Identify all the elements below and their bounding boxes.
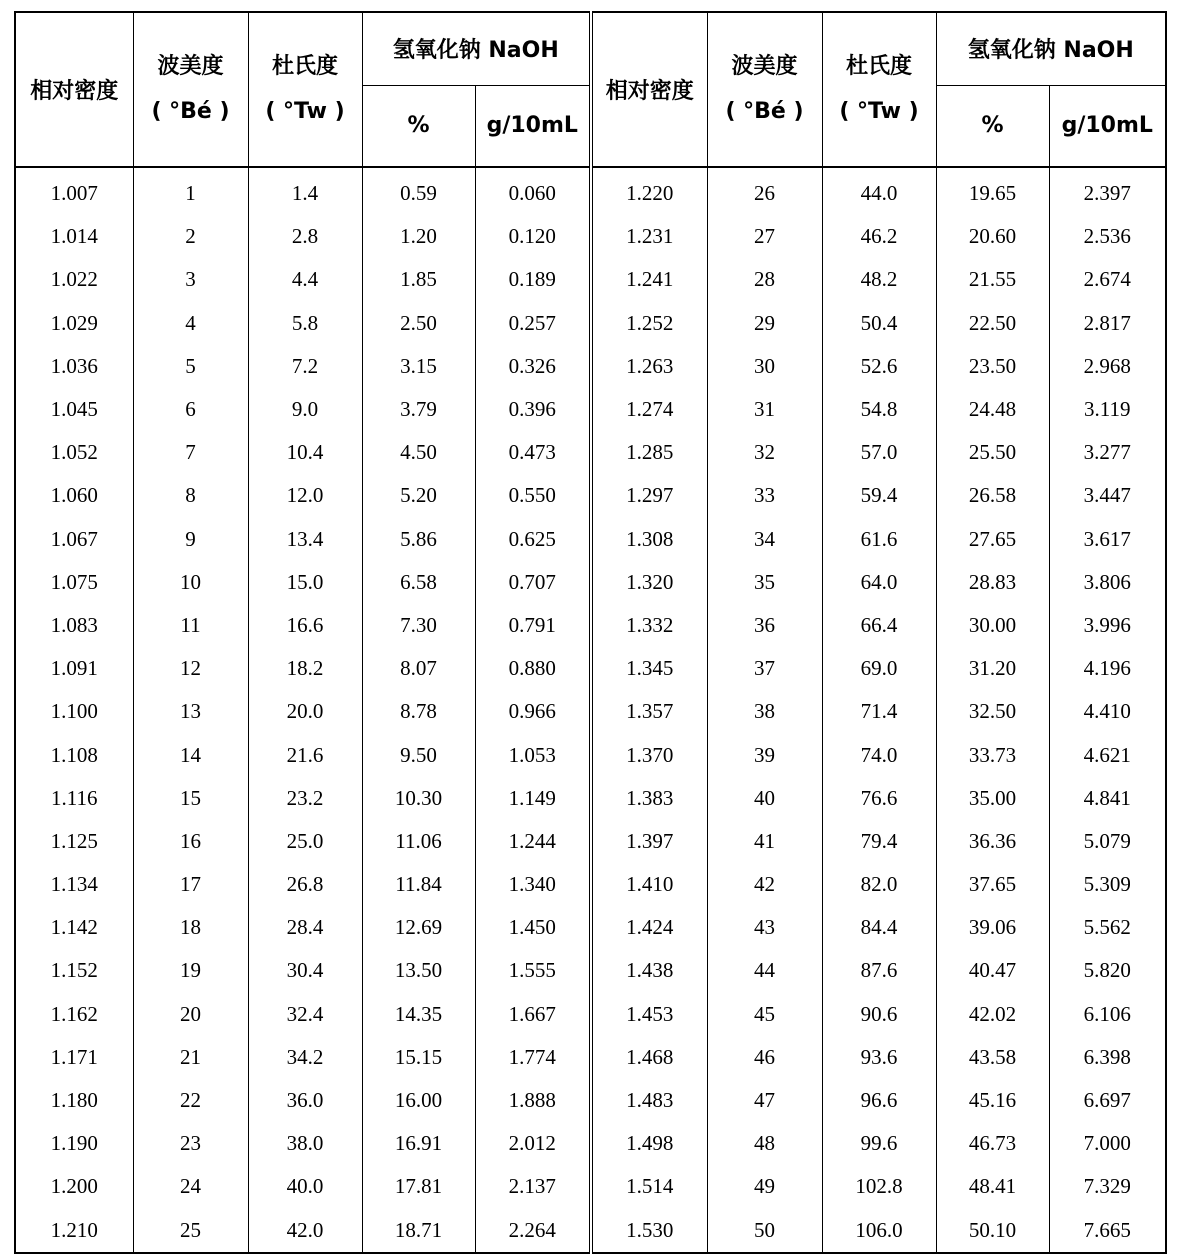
cell-relative-density: 1.483 xyxy=(591,1079,707,1122)
cell-relative-density: 1.241 xyxy=(591,258,707,301)
cell-naoh-gml: 2.817 xyxy=(1049,302,1166,345)
cell-naoh-gml: 7.000 xyxy=(1049,1122,1166,1165)
cell-twaddell: 46.2 xyxy=(822,215,936,258)
table-row xyxy=(15,1209,1166,1253)
cell-relative-density: 1.468 xyxy=(591,1036,707,1079)
cell-naoh-percent: 1.85 xyxy=(362,258,475,301)
header-twaddell-unit: ( °Tw ) xyxy=(248,85,362,167)
cell-relative-density: 1.252 xyxy=(591,302,707,345)
cell-naoh-percent: 46.73 xyxy=(936,1122,1049,1165)
cell-baume: 35 xyxy=(707,561,822,604)
table-body xyxy=(15,167,1166,1253)
table-row xyxy=(15,1036,1166,1079)
table-header xyxy=(15,12,1166,167)
table-row xyxy=(15,474,1166,517)
table-row xyxy=(15,863,1166,906)
cell-twaddell: 71.4 xyxy=(822,690,936,733)
cell-naoh-percent: 16.91 xyxy=(362,1122,475,1165)
header-naoh-2: 氢氧化钠 NaOH xyxy=(936,12,1166,85)
cell-naoh-percent: 23.50 xyxy=(936,345,1049,388)
cell-relative-density: 1.397 xyxy=(591,820,707,863)
cell-naoh-percent: 25.50 xyxy=(936,431,1049,474)
cell-naoh-gml: 5.562 xyxy=(1049,906,1166,949)
cell-naoh-percent: 26.58 xyxy=(936,474,1049,517)
cell-naoh-percent: 0.59 xyxy=(362,167,475,215)
cell-twaddell: 57.0 xyxy=(822,431,936,474)
cell-twaddell: 50.4 xyxy=(822,302,936,345)
cell-naoh-percent: 45.16 xyxy=(936,1079,1049,1122)
naoh-density-table-container xyxy=(14,11,1165,1254)
cell-twaddell: 69.0 xyxy=(822,647,936,690)
cell-naoh-percent: 4.50 xyxy=(362,431,475,474)
cell-baume: 5 xyxy=(133,345,248,388)
cell-baume: 45 xyxy=(707,993,822,1036)
cell-twaddell: 20.0 xyxy=(248,690,362,733)
cell-twaddell: 42.0 xyxy=(248,1209,362,1253)
cell-twaddell: 61.6 xyxy=(822,518,936,561)
cell-relative-density: 1.052 xyxy=(15,431,133,474)
cell-naoh-percent: 22.50 xyxy=(936,302,1049,345)
cell-baume: 12 xyxy=(133,647,248,690)
cell-relative-density: 1.142 xyxy=(15,906,133,949)
cell-naoh-percent: 40.47 xyxy=(936,949,1049,992)
header-twaddell-unit-2: ( °Tw ) xyxy=(822,85,936,167)
cell-naoh-percent: 5.86 xyxy=(362,518,475,561)
cell-baume: 41 xyxy=(707,820,822,863)
cell-relative-density: 1.180 xyxy=(15,1079,133,1122)
cell-relative-density: 1.100 xyxy=(15,690,133,733)
cell-baume: 22 xyxy=(133,1079,248,1122)
table-row xyxy=(15,1079,1166,1122)
cell-baume: 47 xyxy=(707,1079,822,1122)
cell-twaddell: 2.8 xyxy=(248,215,362,258)
cell-twaddell: 36.0 xyxy=(248,1079,362,1122)
cell-relative-density: 1.530 xyxy=(591,1209,707,1253)
cell-twaddell: 26.8 xyxy=(248,863,362,906)
header-baume-2: 波美度 xyxy=(707,12,822,85)
table-row xyxy=(15,820,1166,863)
cell-naoh-gml: 0.966 xyxy=(475,690,591,733)
cell-naoh-gml: 0.473 xyxy=(475,431,591,474)
cell-baume: 49 xyxy=(707,1165,822,1208)
cell-twaddell: 79.4 xyxy=(822,820,936,863)
table-row xyxy=(15,604,1166,647)
table-row xyxy=(15,431,1166,474)
cell-baume: 42 xyxy=(707,863,822,906)
cell-relative-density: 1.263 xyxy=(591,345,707,388)
cell-baume: 44 xyxy=(707,949,822,992)
cell-naoh-gml: 1.774 xyxy=(475,1036,591,1079)
table-row xyxy=(15,1122,1166,1165)
cell-twaddell: 48.2 xyxy=(822,258,936,301)
cell-baume: 16 xyxy=(133,820,248,863)
cell-naoh-percent: 31.20 xyxy=(936,647,1049,690)
cell-relative-density: 1.370 xyxy=(591,733,707,776)
cell-baume: 31 xyxy=(707,388,822,431)
cell-baume: 8 xyxy=(133,474,248,517)
cell-twaddell: 32.4 xyxy=(248,993,362,1036)
cell-relative-density: 1.060 xyxy=(15,474,133,517)
cell-twaddell: 12.0 xyxy=(248,474,362,517)
cell-naoh-gml: 0.880 xyxy=(475,647,591,690)
cell-naoh-gml: 6.106 xyxy=(1049,993,1166,1036)
header-twaddell: 杜氏度 xyxy=(248,12,362,85)
cell-baume: 26 xyxy=(707,167,822,215)
cell-naoh-percent: 10.30 xyxy=(362,777,475,820)
cell-naoh-percent: 15.15 xyxy=(362,1036,475,1079)
cell-relative-density: 1.045 xyxy=(15,388,133,431)
cell-naoh-gml: 0.060 xyxy=(475,167,591,215)
cell-twaddell: 4.4 xyxy=(248,258,362,301)
header-gml-2: g/10mL xyxy=(1049,85,1166,167)
cell-relative-density: 1.498 xyxy=(591,1122,707,1165)
cell-relative-density: 1.231 xyxy=(591,215,707,258)
cell-naoh-percent: 37.65 xyxy=(936,863,1049,906)
cell-baume: 19 xyxy=(133,949,248,992)
cell-naoh-gml: 5.079 xyxy=(1049,820,1166,863)
cell-twaddell: 13.4 xyxy=(248,518,362,561)
cell-twaddell: 34.2 xyxy=(248,1036,362,1079)
cell-baume: 48 xyxy=(707,1122,822,1165)
cell-relative-density: 1.320 xyxy=(591,561,707,604)
cell-naoh-percent: 7.30 xyxy=(362,604,475,647)
header-baume-unit-2: ( °Bé ) xyxy=(707,85,822,167)
cell-naoh-percent: 18.71 xyxy=(362,1209,475,1253)
cell-twaddell: 87.6 xyxy=(822,949,936,992)
cell-twaddell: 74.0 xyxy=(822,733,936,776)
cell-naoh-percent: 48.41 xyxy=(936,1165,1049,1208)
table-row xyxy=(15,561,1166,604)
cell-baume: 6 xyxy=(133,388,248,431)
cell-naoh-percent: 3.79 xyxy=(362,388,475,431)
cell-naoh-percent: 17.81 xyxy=(362,1165,475,1208)
cell-relative-density: 1.091 xyxy=(15,647,133,690)
cell-naoh-gml: 4.841 xyxy=(1049,777,1166,820)
cell-twaddell: 15.0 xyxy=(248,561,362,604)
cell-relative-density: 1.190 xyxy=(15,1122,133,1165)
cell-baume: 43 xyxy=(707,906,822,949)
cell-naoh-gml: 1.340 xyxy=(475,863,591,906)
cell-relative-density: 1.075 xyxy=(15,561,133,604)
cell-naoh-gml: 1.244 xyxy=(475,820,591,863)
cell-twaddell: 28.4 xyxy=(248,906,362,949)
cell-relative-density: 1.220 xyxy=(591,167,707,215)
cell-naoh-percent: 8.07 xyxy=(362,647,475,690)
cell-relative-density: 1.083 xyxy=(15,604,133,647)
table-row xyxy=(15,302,1166,345)
cell-twaddell: 1.4 xyxy=(248,167,362,215)
cell-twaddell: 66.4 xyxy=(822,604,936,647)
cell-naoh-gml: 1.888 xyxy=(475,1079,591,1122)
cell-relative-density: 1.162 xyxy=(15,993,133,1036)
cell-naoh-gml: 0.257 xyxy=(475,302,591,345)
cell-relative-density: 1.285 xyxy=(591,431,707,474)
cell-relative-density: 1.125 xyxy=(15,820,133,863)
cell-naoh-percent: 11.84 xyxy=(362,863,475,906)
cell-twaddell: 84.4 xyxy=(822,906,936,949)
cell-naoh-percent: 13.50 xyxy=(362,949,475,992)
cell-baume: 37 xyxy=(707,647,822,690)
cell-baume: 3 xyxy=(133,258,248,301)
cell-baume: 23 xyxy=(133,1122,248,1165)
cell-naoh-percent: 24.48 xyxy=(936,388,1049,431)
cell-relative-density: 1.308 xyxy=(591,518,707,561)
cell-twaddell: 44.0 xyxy=(822,167,936,215)
cell-baume: 33 xyxy=(707,474,822,517)
cell-naoh-gml: 3.119 xyxy=(1049,388,1166,431)
cell-naoh-gml: 2.012 xyxy=(475,1122,591,1165)
cell-baume: 39 xyxy=(707,733,822,776)
cell-baume: 29 xyxy=(707,302,822,345)
cell-relative-density: 1.171 xyxy=(15,1036,133,1079)
cell-twaddell: 9.0 xyxy=(248,388,362,431)
cell-twaddell: 18.2 xyxy=(248,647,362,690)
cell-relative-density: 1.297 xyxy=(591,474,707,517)
cell-relative-density: 1.410 xyxy=(591,863,707,906)
cell-naoh-percent: 21.55 xyxy=(936,258,1049,301)
table-row xyxy=(15,1165,1166,1208)
header-percent: % xyxy=(362,85,475,167)
cell-baume: 40 xyxy=(707,777,822,820)
cell-naoh-gml: 0.120 xyxy=(475,215,591,258)
table-row xyxy=(15,258,1166,301)
cell-baume: 15 xyxy=(133,777,248,820)
cell-relative-density: 1.357 xyxy=(591,690,707,733)
table-row xyxy=(15,777,1166,820)
cell-baume: 18 xyxy=(133,906,248,949)
header-naoh: 氢氧化钠 NaOH xyxy=(362,12,591,85)
cell-twaddell: 76.6 xyxy=(822,777,936,820)
cell-baume: 46 xyxy=(707,1036,822,1079)
cell-naoh-percent: 43.58 xyxy=(936,1036,1049,1079)
cell-naoh-percent: 50.10 xyxy=(936,1209,1049,1253)
cell-naoh-gml: 0.189 xyxy=(475,258,591,301)
cell-relative-density: 1.014 xyxy=(15,215,133,258)
cell-naoh-percent: 5.20 xyxy=(362,474,475,517)
cell-relative-density: 1.022 xyxy=(15,258,133,301)
cell-relative-density: 1.514 xyxy=(591,1165,707,1208)
cell-naoh-percent: 39.06 xyxy=(936,906,1049,949)
cell-naoh-gml: 2.968 xyxy=(1049,345,1166,388)
cell-naoh-percent: 11.06 xyxy=(362,820,475,863)
cell-naoh-gml: 3.806 xyxy=(1049,561,1166,604)
cell-naoh-gml: 2.674 xyxy=(1049,258,1166,301)
header-gml: g/10mL xyxy=(475,85,591,167)
table-row xyxy=(15,518,1166,561)
table-row xyxy=(15,949,1166,992)
table-row xyxy=(15,993,1166,1036)
cell-naoh-gml: 4.196 xyxy=(1049,647,1166,690)
cell-baume: 50 xyxy=(707,1209,822,1253)
cell-baume: 24 xyxy=(133,1165,248,1208)
cell-naoh-gml: 0.791 xyxy=(475,604,591,647)
table-row xyxy=(15,690,1166,733)
cell-naoh-gml: 3.617 xyxy=(1049,518,1166,561)
cell-relative-density: 1.108 xyxy=(15,733,133,776)
cell-naoh-gml: 4.621 xyxy=(1049,733,1166,776)
cell-naoh-gml: 2.536 xyxy=(1049,215,1166,258)
cell-relative-density: 1.453 xyxy=(591,993,707,1036)
cell-twaddell: 59.4 xyxy=(822,474,936,517)
cell-naoh-percent: 14.35 xyxy=(362,993,475,1036)
cell-naoh-gml: 3.447 xyxy=(1049,474,1166,517)
cell-naoh-gml: 4.410 xyxy=(1049,690,1166,733)
cell-baume: 10 xyxy=(133,561,248,604)
cell-twaddell: 90.6 xyxy=(822,993,936,1036)
cell-naoh-gml: 1.450 xyxy=(475,906,591,949)
table-row xyxy=(15,647,1166,690)
cell-naoh-gml: 1.667 xyxy=(475,993,591,1036)
table-row xyxy=(15,388,1166,431)
cell-naoh-gml: 3.996 xyxy=(1049,604,1166,647)
cell-relative-density: 1.424 xyxy=(591,906,707,949)
cell-naoh-percent: 2.50 xyxy=(362,302,475,345)
cell-naoh-gml: 2.397 xyxy=(1049,167,1166,215)
header-percent-2: % xyxy=(936,85,1049,167)
cell-twaddell: 7.2 xyxy=(248,345,362,388)
table-row xyxy=(15,167,1166,215)
cell-naoh-percent: 33.73 xyxy=(936,733,1049,776)
cell-twaddell: 16.6 xyxy=(248,604,362,647)
cell-baume: 14 xyxy=(133,733,248,776)
table-row xyxy=(15,215,1166,258)
cell-relative-density: 1.383 xyxy=(591,777,707,820)
cell-naoh-percent: 32.50 xyxy=(936,690,1049,733)
cell-baume: 30 xyxy=(707,345,822,388)
cell-naoh-percent: 35.00 xyxy=(936,777,1049,820)
cell-naoh-gml: 6.697 xyxy=(1049,1079,1166,1122)
cell-naoh-percent: 16.00 xyxy=(362,1079,475,1122)
cell-naoh-gml: 1.555 xyxy=(475,949,591,992)
cell-naoh-percent: 27.65 xyxy=(936,518,1049,561)
cell-baume: 32 xyxy=(707,431,822,474)
cell-twaddell: 64.0 xyxy=(822,561,936,604)
cell-naoh-percent: 19.65 xyxy=(936,167,1049,215)
cell-twaddell: 82.0 xyxy=(822,863,936,906)
cell-naoh-percent: 3.15 xyxy=(362,345,475,388)
cell-naoh-percent: 36.36 xyxy=(936,820,1049,863)
cell-baume: 21 xyxy=(133,1036,248,1079)
cell-naoh-percent: 12.69 xyxy=(362,906,475,949)
cell-twaddell: 10.4 xyxy=(248,431,362,474)
cell-naoh-gml: 1.149 xyxy=(475,777,591,820)
cell-twaddell: 38.0 xyxy=(248,1122,362,1165)
cell-naoh-gml: 1.053 xyxy=(475,733,591,776)
cell-relative-density: 1.036 xyxy=(15,345,133,388)
cell-relative-density: 1.116 xyxy=(15,777,133,820)
cell-twaddell: 52.6 xyxy=(822,345,936,388)
cell-baume: 13 xyxy=(133,690,248,733)
cell-twaddell: 99.6 xyxy=(822,1122,936,1165)
cell-baume: 38 xyxy=(707,690,822,733)
cell-baume: 28 xyxy=(707,258,822,301)
cell-baume: 4 xyxy=(133,302,248,345)
cell-twaddell: 102.8 xyxy=(822,1165,936,1208)
cell-relative-density: 1.134 xyxy=(15,863,133,906)
cell-baume: 36 xyxy=(707,604,822,647)
cell-baume: 27 xyxy=(707,215,822,258)
cell-relative-density: 1.200 xyxy=(15,1165,133,1208)
cell-naoh-gml: 0.326 xyxy=(475,345,591,388)
cell-baume: 7 xyxy=(133,431,248,474)
cell-relative-density: 1.007 xyxy=(15,167,133,215)
cell-baume: 1 xyxy=(133,167,248,215)
cell-twaddell: 40.0 xyxy=(248,1165,362,1208)
header-twaddell-2: 杜氏度 xyxy=(822,12,936,85)
cell-relative-density: 1.029 xyxy=(15,302,133,345)
cell-naoh-gml: 5.820 xyxy=(1049,949,1166,992)
table-row xyxy=(15,733,1166,776)
cell-naoh-gml: 2.264 xyxy=(475,1209,591,1253)
cell-naoh-gml: 3.277 xyxy=(1049,431,1166,474)
cell-twaddell: 21.6 xyxy=(248,733,362,776)
cell-naoh-percent: 28.83 xyxy=(936,561,1049,604)
cell-twaddell: 106.0 xyxy=(822,1209,936,1253)
cell-naoh-percent: 30.00 xyxy=(936,604,1049,647)
cell-relative-density: 1.332 xyxy=(591,604,707,647)
cell-baume: 17 xyxy=(133,863,248,906)
header-baume: 波美度 xyxy=(133,12,248,85)
cell-twaddell: 25.0 xyxy=(248,820,362,863)
cell-baume: 20 xyxy=(133,993,248,1036)
cell-relative-density: 1.438 xyxy=(591,949,707,992)
naoh-density-table xyxy=(14,11,1167,1254)
header-relative-density: 相对密度 xyxy=(15,12,133,167)
cell-naoh-percent: 9.50 xyxy=(362,733,475,776)
header-relative-density-2: 相对密度 xyxy=(591,12,707,167)
cell-relative-density: 1.152 xyxy=(15,949,133,992)
cell-baume: 11 xyxy=(133,604,248,647)
cell-naoh-gml: 6.398 xyxy=(1049,1036,1166,1079)
cell-twaddell: 30.4 xyxy=(248,949,362,992)
cell-twaddell: 54.8 xyxy=(822,388,936,431)
cell-relative-density: 1.067 xyxy=(15,518,133,561)
table-row xyxy=(15,345,1166,388)
cell-relative-density: 1.274 xyxy=(591,388,707,431)
cell-naoh-gml: 0.396 xyxy=(475,388,591,431)
cell-baume: 9 xyxy=(133,518,248,561)
cell-naoh-gml: 2.137 xyxy=(475,1165,591,1208)
cell-naoh-percent: 42.02 xyxy=(936,993,1049,1036)
cell-twaddell: 93.6 xyxy=(822,1036,936,1079)
cell-naoh-gml: 7.665 xyxy=(1049,1209,1166,1253)
cell-twaddell: 5.8 xyxy=(248,302,362,345)
cell-relative-density: 1.345 xyxy=(591,647,707,690)
cell-naoh-gml: 7.329 xyxy=(1049,1165,1166,1208)
cell-naoh-percent: 20.60 xyxy=(936,215,1049,258)
cell-twaddell: 96.6 xyxy=(822,1079,936,1122)
cell-naoh-percent: 1.20 xyxy=(362,215,475,258)
cell-naoh-gml: 0.707 xyxy=(475,561,591,604)
table-row xyxy=(15,906,1166,949)
cell-naoh-gml: 5.309 xyxy=(1049,863,1166,906)
cell-twaddell: 23.2 xyxy=(248,777,362,820)
cell-naoh-gml: 0.625 xyxy=(475,518,591,561)
cell-baume: 2 xyxy=(133,215,248,258)
cell-naoh-percent: 8.78 xyxy=(362,690,475,733)
cell-naoh-gml: 0.550 xyxy=(475,474,591,517)
cell-baume: 34 xyxy=(707,518,822,561)
cell-naoh-percent: 6.58 xyxy=(362,561,475,604)
cell-baume: 25 xyxy=(133,1209,248,1253)
header-baume-unit: ( °Bé ) xyxy=(133,85,248,167)
cell-relative-density: 1.210 xyxy=(15,1209,133,1253)
